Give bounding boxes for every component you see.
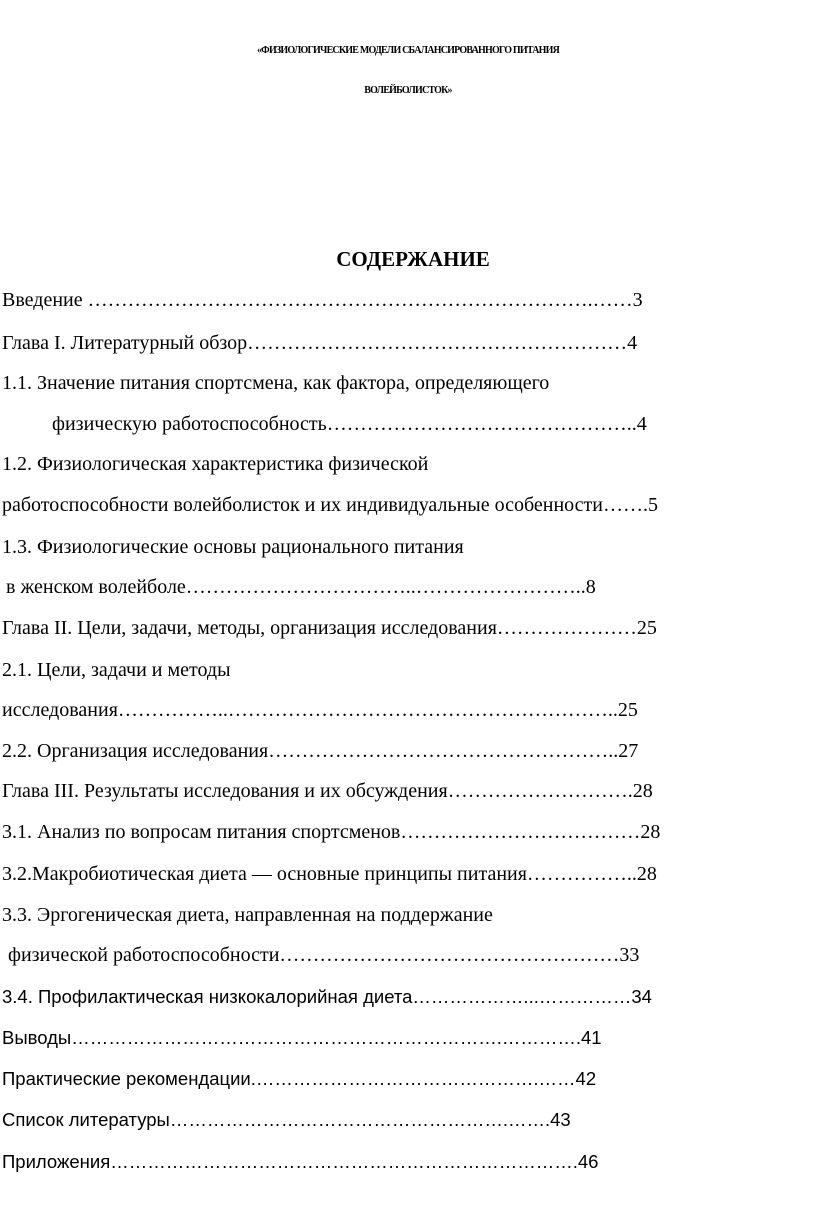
- toc-entry: физическую работоспособность………………………………………..4: [52, 413, 647, 435]
- toc-entry: Выводы…………………………………………………………….………….41: [2, 1027, 602, 1048]
- toc-entry: 1.3. Физиологические основы рационального питания: [2, 536, 464, 558]
- toc-entry: Глава III. Результаты исследования и их обсуждения……………………….28: [2, 780, 653, 802]
- toc-entry: 2.1. Цели, задачи и методы: [2, 659, 231, 681]
- document-title-line-1: «ФИЗИОЛОГИЧЕСКИЕ МОДЕЛИ СБАЛАНСИРОВАННОГО ПИТАНИЯ: [256, 45, 560, 56]
- toc-entry: Глава II. Цели, задачи, методы, организация исследования…………………25: [2, 617, 657, 639]
- contents-heading: СОДЕРЖАНИЕ: [336, 247, 490, 271]
- document-title-line-2: ВОЛЕЙБОЛИСТОК»: [364, 85, 452, 96]
- toc-entry: Приложения………………………………………………………………….46: [2, 1151, 599, 1172]
- toc-entry: исследования……………..…………………………………………………..25: [2, 699, 638, 721]
- toc-entry: 1.2. Физиологическая характеристика физической: [2, 453, 429, 475]
- toc-entry: в женском волейболе……………………………..……………………..8: [6, 576, 596, 598]
- toc-entry: 3.4. Профилактическая низкокалорийная диета………………...……………34: [2, 986, 652, 1007]
- toc-entry: Практические рекомендации.……………………………………….……42: [2, 1068, 597, 1089]
- toc-entry: Список литературы……………………………………………….…….43: [2, 1109, 571, 1130]
- toc-entry: 2.2. Организация исследования……………………………………………..27: [2, 740, 639, 762]
- toc-entry: 3.3. Эргогеническая диета, направленная на поддержание: [2, 904, 493, 926]
- toc-entry: 1.1. Значение питания спортсмена, как фактора, определяющего: [2, 372, 550, 394]
- toc-entry: 3.2.Макробиотическая диета — основные принципы питания……………..28: [2, 863, 657, 885]
- toc-entry: 3.1. Анализ по вопросам питания спортсменов………………………………28: [2, 821, 661, 843]
- toc-entry: Глава I. Литературный обзор…………………………………………………4: [2, 332, 638, 354]
- toc-entry: Введение ………………………………………………………………….……3: [2, 289, 643, 311]
- toc-entry: физической работоспособности……………………………………………33: [8, 944, 640, 966]
- toc-entry: работоспособности волейболисток и их индивидуальные особенности…….5: [2, 494, 658, 516]
